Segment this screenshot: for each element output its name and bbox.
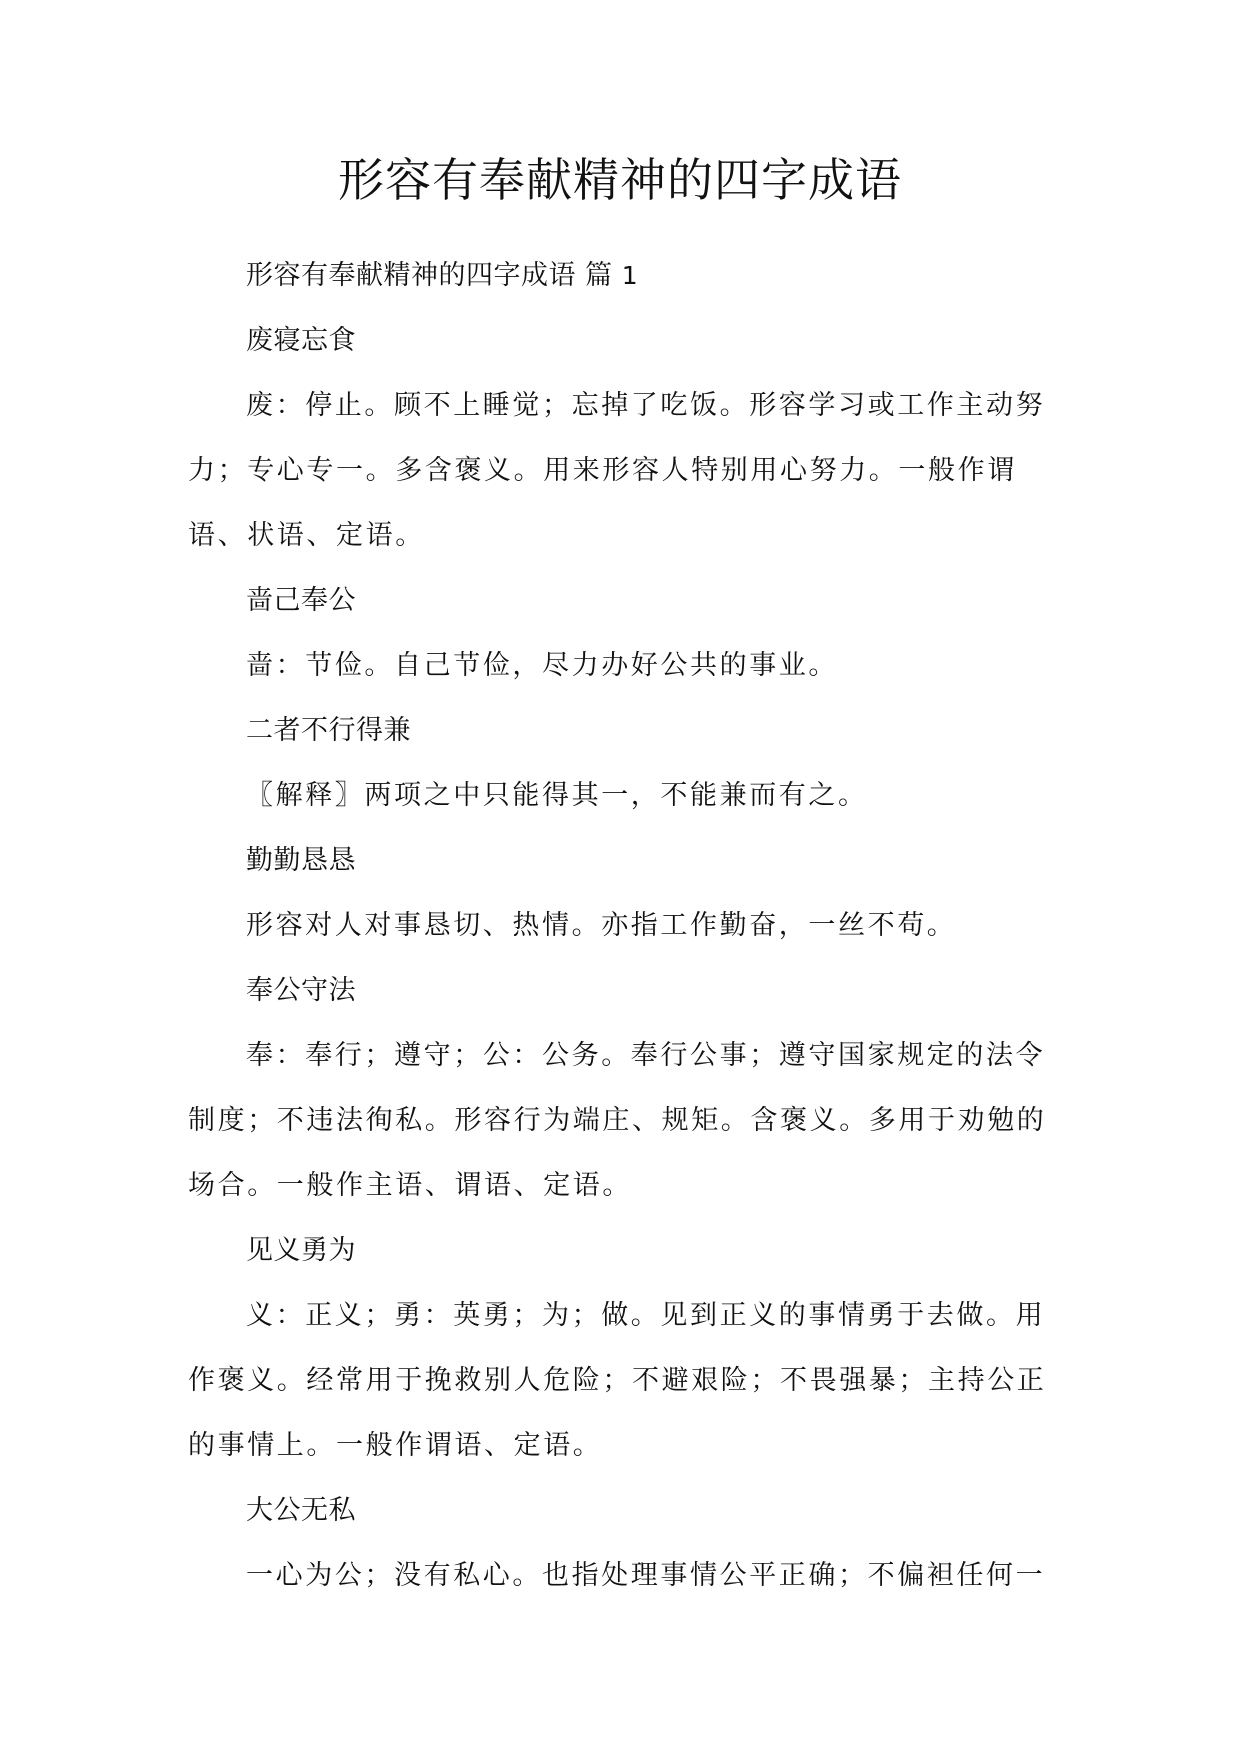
idiom-definition-line: 义：正义；勇：英勇；为；做。见到正义的事情勇于去做。用 — [246, 1300, 1046, 1331]
idiom-definition-line: 〖解释〗两项之中只能得其一，不能兼而有之。 — [246, 780, 868, 811]
idiom-definition-line: 形容对人对事恳切、热情。亦指工作勤奋，一丝不苟。 — [246, 910, 957, 941]
idiom-definition-line: 的事情上。一般作谓语、定语。 — [188, 1430, 603, 1461]
idiom-definition-line: 一心为公；没有私心。也指处理事情公平正确；不偏袒任何一 — [246, 1560, 1046, 1591]
idiom-heading: 二者不行得兼 — [246, 715, 411, 746]
idiom-heading: 奉公守法 — [246, 975, 356, 1006]
idiom-definition-line: 语、状语、定语。 — [188, 520, 425, 551]
section-heading — [188, 243, 1058, 308]
idiom-definition-line: 作褒义。经常用于挽救别人危险；不避艰险；不畏强暴；主持公正 — [188, 1365, 1047, 1396]
document-title: 形容有奉献精神的四字成语 — [338, 153, 902, 207]
idiom-definition-line: 制度；不违法徇私。形容行为端庄、规矩。含褒义。多用于劝勉的 — [188, 1105, 1047, 1136]
idiom-definition-line: 废：停止。顾不上睡觉；忘掉了吃饭。形容学习或工作主动努 — [246, 390, 1046, 421]
section-suffix: 篇 — [585, 260, 613, 291]
idiom-definition-line: 啬：节俭。自己节俭，尽力办好公共的事业。 — [246, 650, 838, 681]
idiom-heading: 啬己奉公 — [246, 585, 356, 616]
idiom-definition-line: 力；专心专一。多含褒义。用来形容人特别用心努力。一般作谓 — [188, 455, 1017, 486]
idiom-definition-line: 场合。一般作主语、谓语、定语。 — [188, 1170, 632, 1201]
idiom-heading: 大公无私 — [246, 1495, 356, 1526]
section-number: 1 — [621, 261, 639, 290]
section-label: 形容有奉献精神的四字成语 — [246, 260, 576, 291]
idiom-heading: 勤勤恳恳 — [246, 845, 356, 876]
idiom-heading: 废寝忘食 — [246, 325, 356, 356]
idiom-heading: 见义勇为 — [246, 1235, 356, 1266]
document-body — [188, 243, 1058, 1608]
idiom-definition-line: 奉：奉行；遵守；公：公务。奉行公事；遵守国家规定的法令 — [246, 1040, 1046, 1071]
